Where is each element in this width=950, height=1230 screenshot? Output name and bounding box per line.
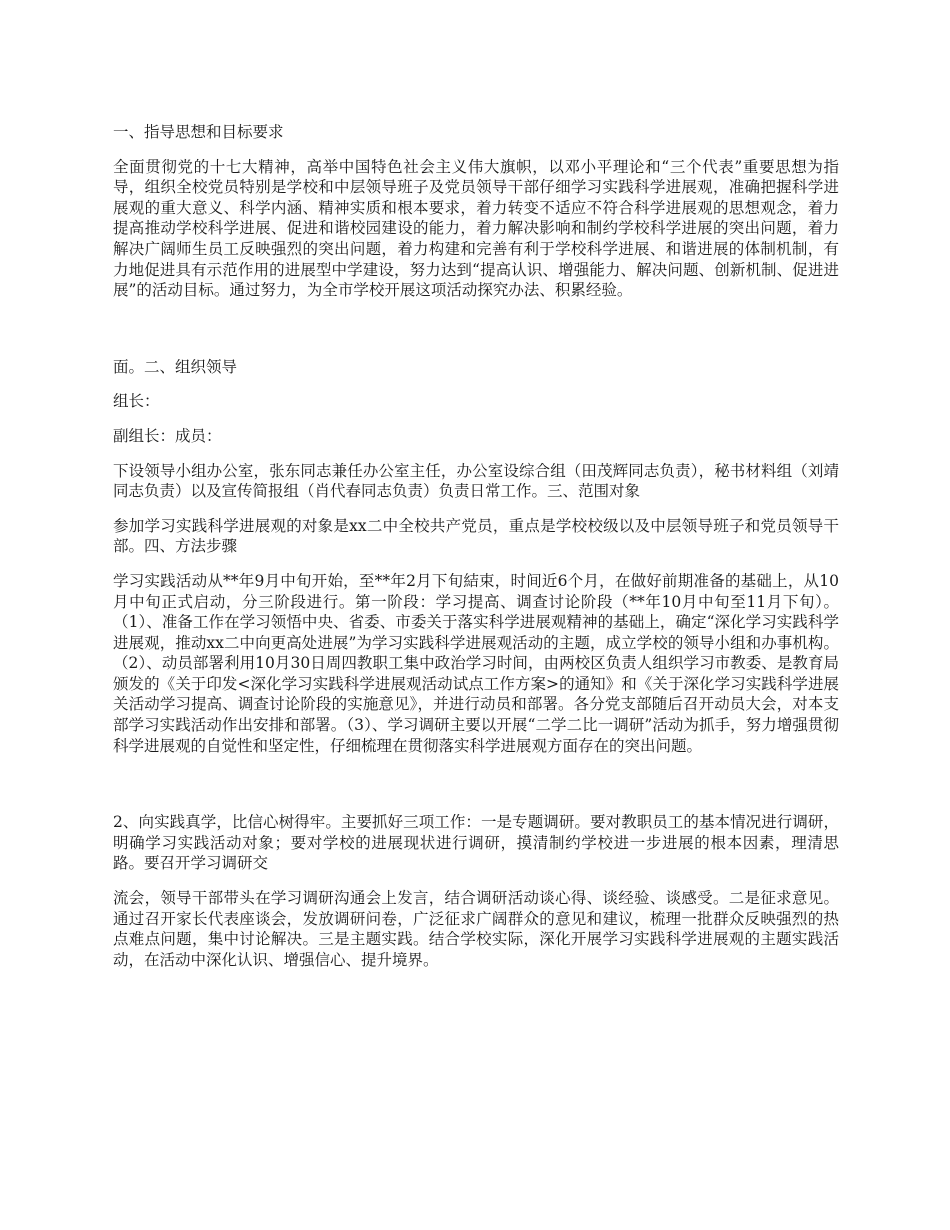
paragraph-exchange-meeting: 流会，领导干部带头在学习调研沟通会上发言，结合调研活动谈心得、谈经验、谈感受。二是征求意见。通过召开家长代表座谈会，发放调研问卷，广泛征求广阔群众的意见和建议，梳理一批群众反映强烈的热点难点问题，集中讨论解决。三是主题实践。结合学校实际，深化开展学习实践科学进展观的主题实践活动，在活动中深化认识、增强信心、提升境界。 [113, 889, 839, 969]
spacer [113, 301, 839, 357]
paragraph-office-setup: 下设领导小组办公室，张东同志兼任办公室主任，办公室设综合组（田茂辉同志负责），秘书材料组（刘靖同志负责）以及宣传简报组（肖代春同志负责）负责日常工作。三、范围对象 [113, 461, 839, 501]
spacer [113, 143, 839, 157]
spacer [113, 412, 839, 426]
document-page [113, 122, 839, 970]
paragraph-practice-learning: 2、向实践真学，比信心树得牢。主要抓好三项工作：一是专题调研。要对教职员工的基本情况进行调研，明确学习实践活动对象；要对学校的进展现状进行调研，摸清制约学校进一步进展的根本因素，理清思路。要召开学习调研交 [113, 813, 839, 873]
section-heading-guiding-ideology: 一、指导思想和目标要求 [113, 123, 284, 141]
spacer [113, 874, 839, 888]
spacer [113, 502, 839, 516]
spacer [113, 557, 839, 571]
paragraph-team-leader: 组长： [113, 392, 160, 411]
paragraph-deputy-leader: 副组长：成员： [113, 426, 222, 445]
section-heading-organization: 面。二、组织领导 [113, 357, 238, 376]
paragraph-guiding-ideology: 全面贯彻党的十七大精神，高举中国特色社会主义伟大旗帜，以邓小平理论和“三个代表”重要思想为指导，组织全校党员特别是学校和中层领导班子及党员领导干部仔细学习实践科学进展观，准确把握科学进展观的重大意义、科学内涵、精神实质和根本要求，着力转变不适应不符合科学进展观的思想观念，着力提高推动学校科学进展、促进和谐校园建设的能力，着力解决影响和制约学校科学进展的突出问题，着力解决广阔师生员工反映强烈的突出问题，着力构建和完善有利于学校科学进展、和谐进展的体制机制，有力地促进具有示范作用的进展型中学建设，努力达到“提高认识、增强能力、解决问题、创新机制、促进进展”的活动目标。通过努力，为全市学校开展这项活动探究办法、积累经验。 [113, 157, 839, 300]
paragraph-schedule: 学习实践活动从**年9月中旬开始，至**年2月下旬結束，时间近6个月，在做好前期准备的基础上，从10月中旬正式启动，分三阶段进行。第一阶段：学习提高、调查讨论阶段（**年10月中旬至11月下旬）。（1）、准备工作在学习领悟中央、省委、市委关于落实科学进展观精神的基础上，确定“深化学习实践科学进展观，推动xx二中向更高处进展”为学习实践科学进展观活动的主题，成立学校的领导小组和办事机构。（2）、动员部署利用10月30日周四教职工集中政治学习时间，由两校区负责人组织学习市教委、是教育局颁发的《关于印发<深化学习实践科学进展观活动试点工作方案>的通知》和《关于深化学习实践科学进展关活动学习提高、调查讨论阶段的实施意见》，并进行动员和部署。各分党支部随后召开动员大会，对本支部学习实践活动作出安排和部署。（3）、学习调研主要以开展“二学二比一调研”活动为抓手，努力增强贯彻科学进展观的自觉性和坚定性，仔细梳理在贯彻落实科学进展观方面存在的突出问题。 [113, 571, 839, 755]
spacer [113, 447, 839, 461]
spacer [113, 377, 839, 391]
spacer [113, 756, 839, 812]
paragraph-participants: 参加学习实践科学进展观的对象是xx二中全校共产党员，重点是学校校级以及中层领导班子和党员领导干部。四、方法步骤 [113, 516, 839, 556]
